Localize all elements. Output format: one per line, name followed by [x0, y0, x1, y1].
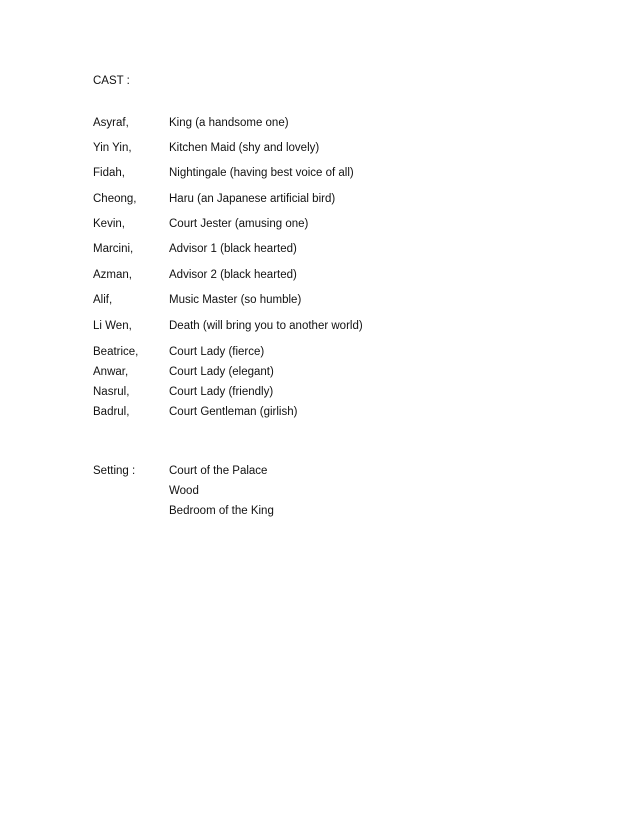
cast-member-role: Court Lady (fierce) [169, 346, 265, 358]
cast-member-role: King (a handsome one) [169, 117, 289, 129]
cast-member-name: Beatrice, [93, 346, 139, 358]
setting-row [93, 484, 573, 498]
cast-member-name: Yin Yin, [93, 142, 132, 154]
cast-member-role: Death (will bring you to another world) [169, 320, 363, 332]
cast-row [93, 141, 573, 155]
cast-member-role: Court Lady (friendly) [169, 386, 274, 398]
cast-row [93, 166, 573, 180]
cast-row [93, 217, 573, 231]
cast-member-role: Advisor 2 (black hearted) [169, 269, 297, 281]
cast-member-name: Nasrul, [93, 386, 130, 398]
cast-member-name: Azman, [93, 269, 132, 281]
cast-row [93, 192, 573, 206]
cast-row [93, 116, 573, 130]
cast-member-role: Haru (an Japanese artificial bird) [169, 193, 336, 205]
cast-member-name: Kevin, [93, 218, 125, 230]
cast-member-role: Court Gentleman (girlish) [169, 406, 298, 418]
setting-label: Setting : [93, 465, 136, 477]
cast-row [93, 345, 573, 359]
cast-heading: CAST : [93, 75, 130, 87]
cast-member-name: Asyraf, [93, 117, 129, 129]
cast-member-name: Marcini, [93, 243, 134, 255]
cast-row [93, 319, 573, 333]
cast-member-role: Advisor 1 (black hearted) [169, 243, 297, 255]
cast-row [93, 293, 573, 307]
setting-place: Court of the Palace [169, 465, 268, 477]
cast-member-role: Court Jester (amusing one) [169, 218, 309, 230]
setting-place: Wood [169, 485, 199, 497]
setting-row [93, 464, 573, 478]
cast-member-name: Li Wen, [93, 320, 132, 332]
setting-place: Bedroom of the King [169, 505, 274, 517]
cast-member-name: Cheong, [93, 193, 137, 205]
cast-member-role: Kitchen Maid (shy and lovely) [169, 142, 320, 154]
cast-member-name: Anwar, [93, 366, 129, 378]
cast-member-name: Alif, [93, 294, 113, 306]
cast-row [93, 268, 573, 282]
cast-member-role: Nightingale (having best voice of all) [169, 167, 354, 179]
cast-row [93, 405, 573, 419]
cast-row [93, 385, 573, 399]
setting-row [93, 504, 573, 518]
cast-member-name: Badrul, [93, 406, 130, 418]
cast-member-name: Fidah, [93, 167, 125, 179]
cast-member-role: Court Lady (elegant) [169, 366, 274, 378]
cast-row [93, 242, 573, 256]
cast-row [93, 365, 573, 379]
cast-member-role: Music Master (so humble) [169, 294, 302, 306]
